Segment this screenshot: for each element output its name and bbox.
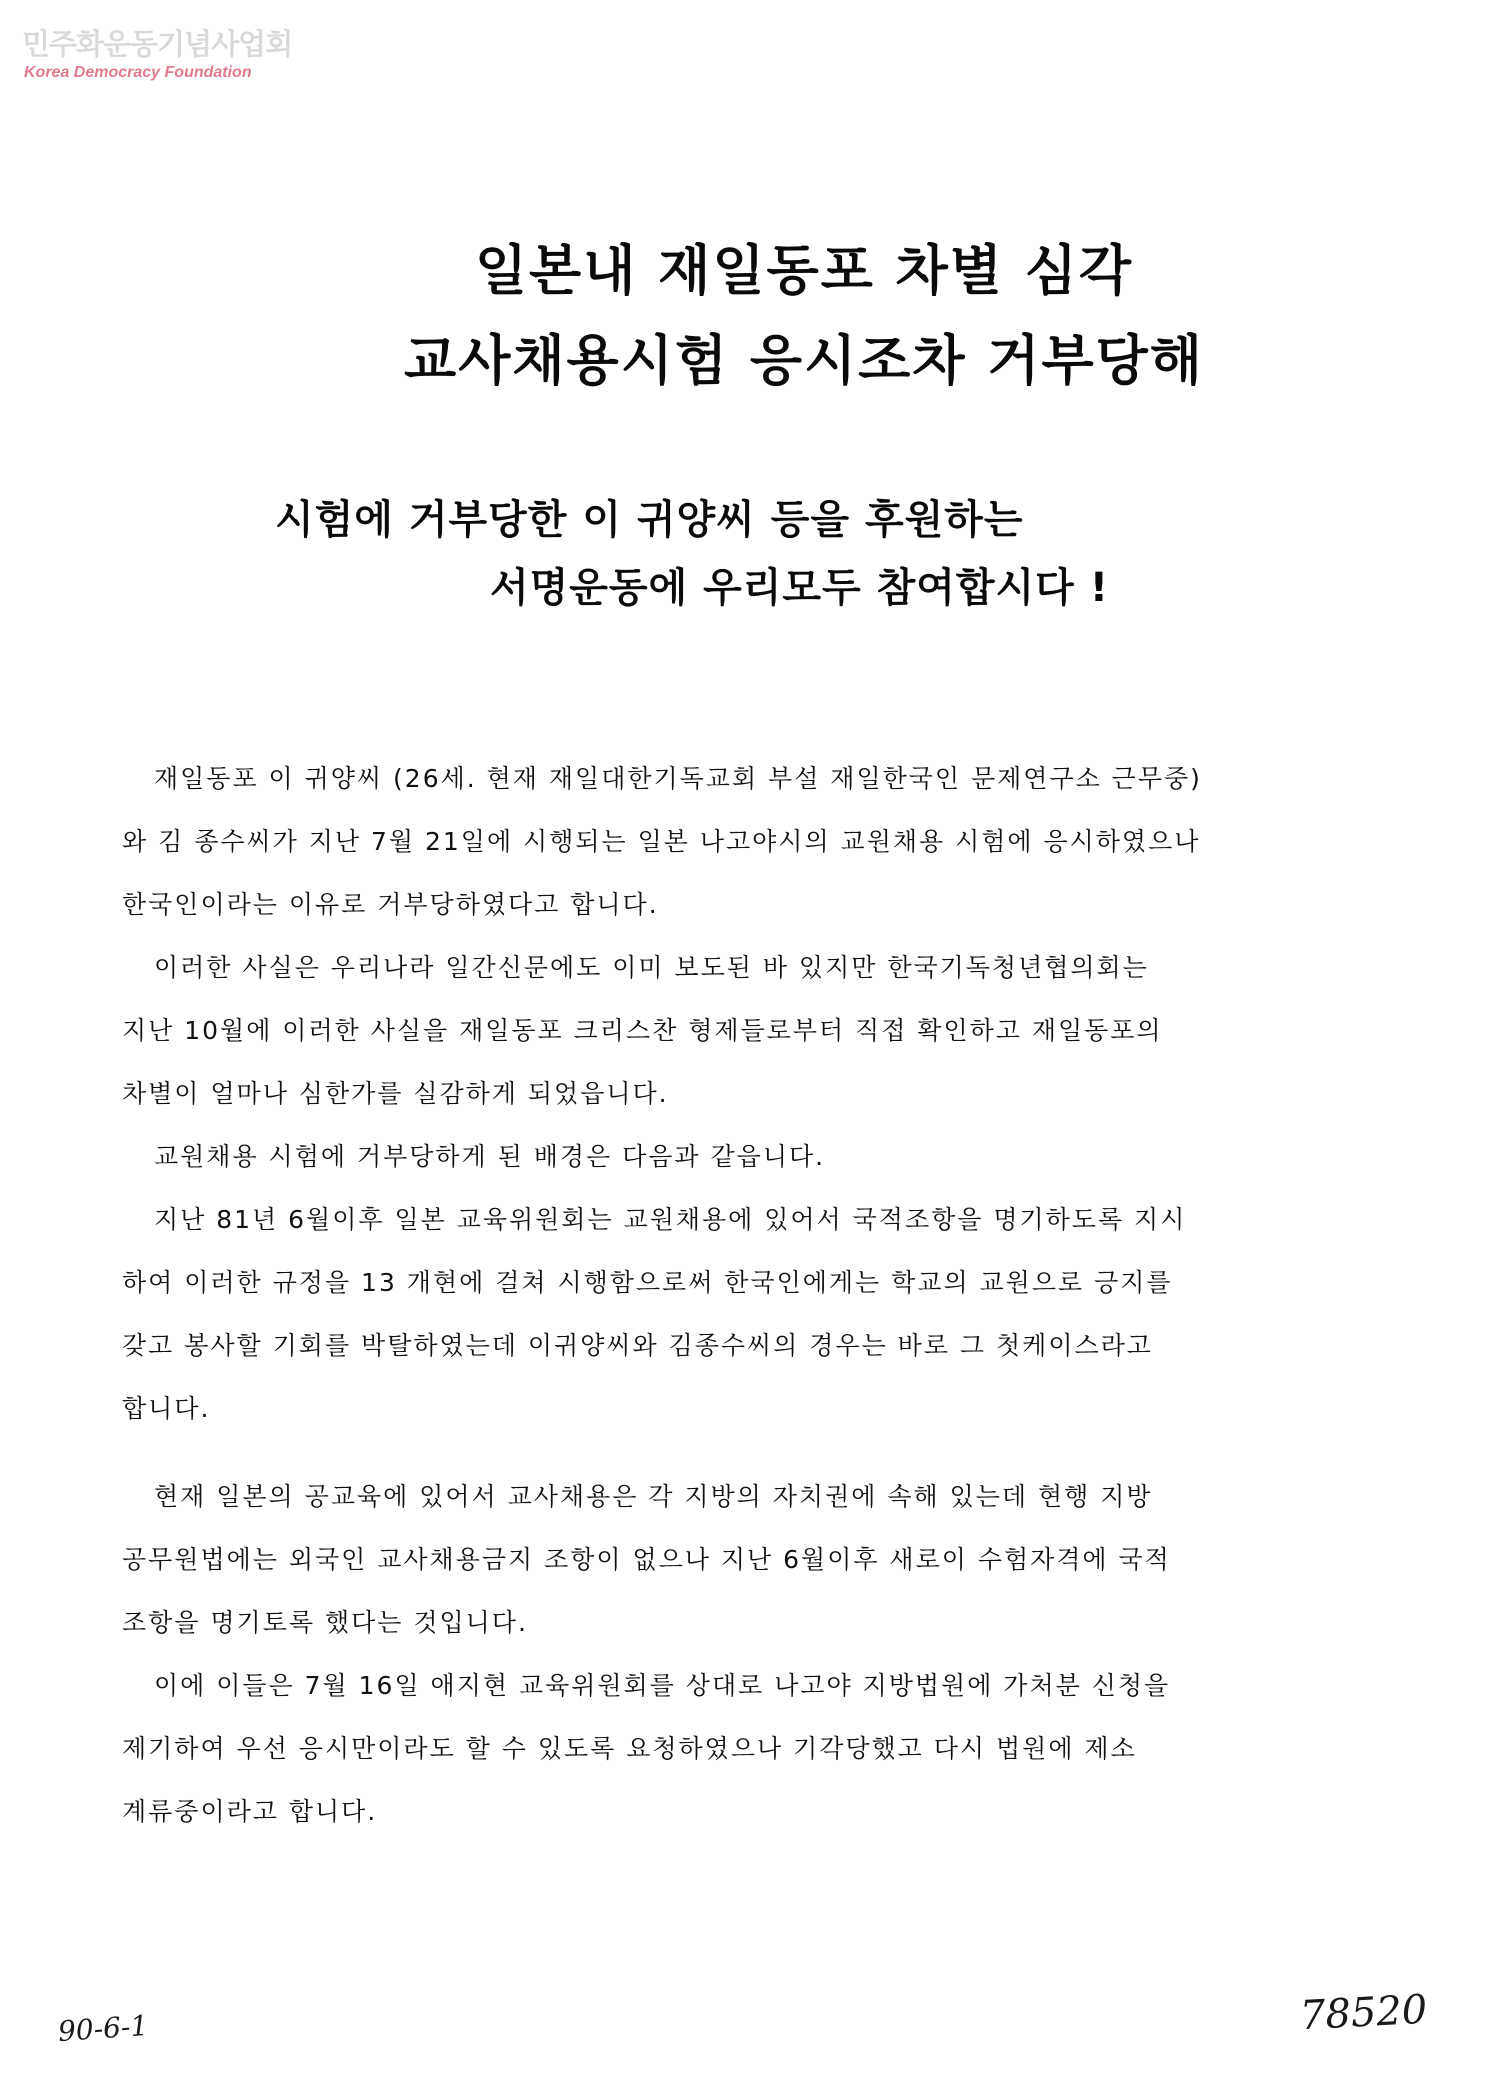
headline-line-1: 일본내 재일동포 차별 심각 <box>474 239 1134 302</box>
body-line: 공무원법에는 외국인 교사채용금지 조항이 없으나 지난 6월이후 새로이 수험자격에 국적 <box>122 1545 1171 1574</box>
body-line: 차별이 얼마나 심한가를 실감하게 되었읍니다. <box>122 1079 669 1108</box>
watermark-logo <box>22 22 352 92</box>
handwritten-archive-number: 78520 <box>1298 1986 1429 2040</box>
body-line: 계류중이라고 합니다. <box>122 1797 378 1826</box>
subheadline-line-2: 서명운동에 우리모두 참여합시다 ! <box>490 565 1109 611</box>
body-line: 현재 일본의 공교육에 있어서 교사채용은 각 지방의 자치권에 속해 있는데 현행 지방 <box>154 1482 1153 1511</box>
handwritten-date: 90-6-1 <box>56 2008 150 2049</box>
body-section-1 <box>122 747 1384 1440</box>
body-line: 지난 81년 6월이후 일본 교육위원회는 교원채용에 있어서 국적조항을 명기하도록 지시 <box>154 1205 1187 1234</box>
body-line: 재일동포 이 귀양씨 (26세. 현재 재일대한기독교회 부설 재일한국인 문제연구소 근무중) <box>154 764 1202 793</box>
body-line: 하여 이러한 규정을 13 개현에 걸쳐 시행함으로써 한국인에게는 학교의 교원으로 긍지를 <box>122 1268 1173 1297</box>
body-section-2 <box>122 1465 1384 1843</box>
body-line: 합니다. <box>122 1394 211 1423</box>
body-line: 이러한 사실은 우리나라 일간신문에도 이미 보도된 바 있지만 한국기독청년협의회는 <box>154 953 1149 982</box>
body-line: 조항을 명기토록 했다는 것입니다. <box>122 1608 528 1637</box>
watermark-korean: 민주화운동기념사업회 <box>22 27 293 61</box>
subheadline-line-1: 시험에 거부당한 이 귀양씨 등을 후원하는 <box>275 497 1024 543</box>
body-line: 교원채용 시험에 거부당하게 된 배경은 다음과 같읍니다. <box>154 1142 826 1171</box>
body-line: 한국인이라는 이유로 거부당하였다고 합니다. <box>122 890 659 919</box>
headline-line-2: 교사채용시험 응시조차 거부당해 <box>404 329 1204 392</box>
body-line: 갖고 봉사할 기회를 박탈하였는데 이귀양씨와 김종수씨의 경우는 바로 그 첫케이스라고 <box>122 1331 1153 1360</box>
body-line: 이에 이들은 7월 16일 애지현 교육위원회를 상대로 나고야 지방법원에 가처분 신청을 <box>154 1671 1171 1700</box>
body-line: 지난 10월에 이러한 사실을 재일동포 크리스찬 형제들로부터 직접 확인하고 재일동포의 <box>122 1016 1163 1045</box>
body-line: 와 김 종수씨가 지난 7월 21일에 시행되는 일본 나고야시의 교원채용 시험에 응시하였으나 <box>122 827 1201 856</box>
body-line: 제기하여 우선 응시만이라도 할 수 있도록 요청하였으나 기각당했고 다시 법원에 제소 <box>122 1734 1137 1763</box>
watermark-english: Korea Democracy Foundation <box>24 64 252 81</box>
